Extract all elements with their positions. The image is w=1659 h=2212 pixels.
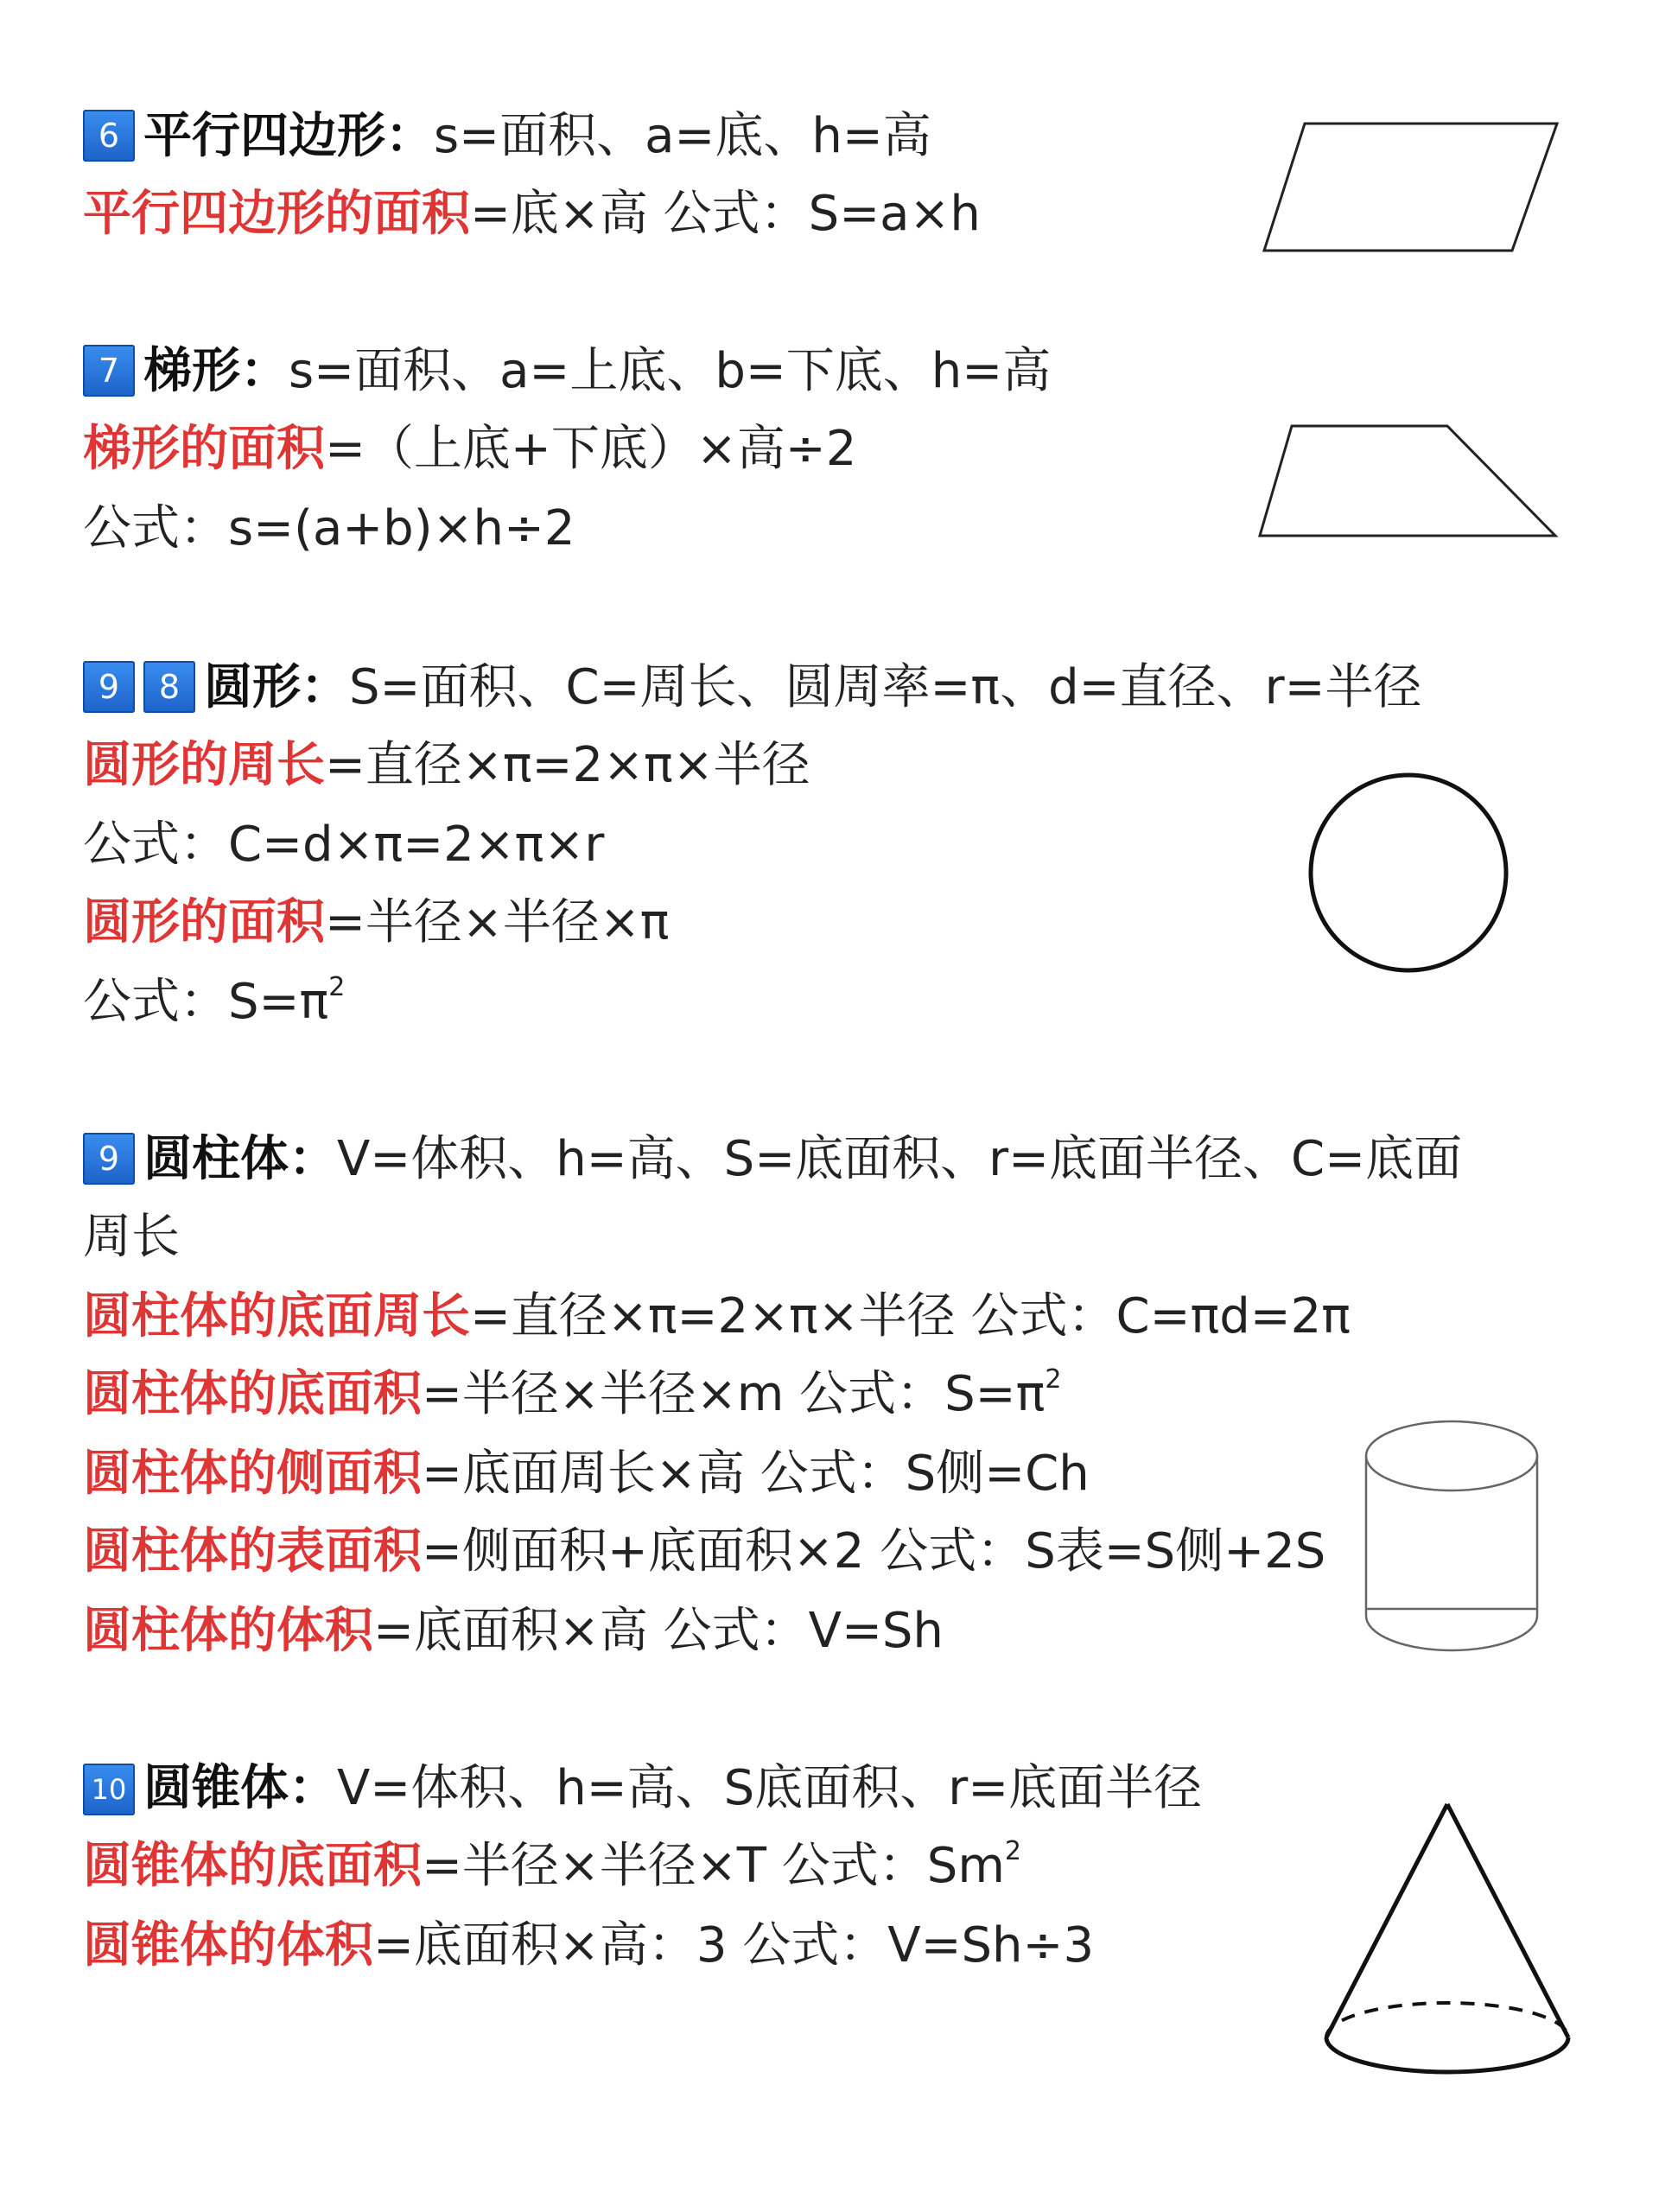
cone-definitions: V=体积、h=高、S底面积、r=底面半径 bbox=[337, 1760, 1203, 1816]
circle-area-rest: =半径×半径×π bbox=[325, 894, 670, 950]
cylinder-volume-rest: =底面积×高 公式：V=Sh bbox=[373, 1603, 944, 1659]
cylinder-base-perimeter-label: 圆柱体的底面周长 bbox=[83, 1288, 470, 1344]
cone-volume-line bbox=[83, 1915, 1094, 1977]
trapezoid-shape-icon bbox=[1257, 423, 1568, 540]
circle-heading bbox=[83, 657, 1422, 719]
cone-volume-label: 圆锥体的体积 bbox=[83, 1917, 373, 1974]
cone-heading bbox=[83, 1758, 1202, 1820]
cone-base-area-label: 圆锥体的底面积 bbox=[83, 1838, 422, 1894]
circle-area-exponent: 2 bbox=[328, 972, 346, 1002]
cylinder-volume-line bbox=[83, 1600, 944, 1662]
cylinder-lateral-rest: =底面周长×高 公式：S侧=Ch bbox=[422, 1446, 1090, 1502]
cylinder-definitions: V=体积、h=高、S=底面积、r=底面半径、C=底面 bbox=[337, 1131, 1463, 1187]
cone-base-area-exponent: 2 bbox=[1004, 1836, 1021, 1866]
section-badge-9: 9 bbox=[83, 661, 135, 713]
section-badge-9-cylinder: 9 bbox=[83, 1133, 135, 1185]
circle-perimeter-label: 圆形的周长 bbox=[83, 737, 325, 793]
circle-area-label: 圆形的面积 bbox=[83, 894, 325, 950]
cylinder-surface-label: 圆柱体的表面积 bbox=[83, 1523, 422, 1580]
trapezoid-definitions: s=面积、a=上底、b=下底、h=高 bbox=[289, 343, 1052, 399]
cylinder-surface-rest: =侧面积+底面积×2 公式：S表=S侧+2S bbox=[422, 1523, 1326, 1580]
parallelogram-title: 平行四边形： bbox=[143, 108, 434, 164]
cylinder-definitions-wrap: 周长 bbox=[83, 1209, 180, 1265]
circle-area-formula: 公式：S=π bbox=[83, 974, 329, 1030]
circle-perimeter-line bbox=[83, 734, 810, 797]
cylinder-base-area-label: 圆柱体的底面积 bbox=[83, 1366, 422, 1422]
circle-area-formula-line bbox=[83, 971, 345, 1033]
parallelogram-area-formula: =底×高 公式：S=a×h bbox=[470, 186, 981, 242]
cylinder-title: 圆柱体： bbox=[143, 1131, 337, 1187]
cylinder-surface-line bbox=[83, 1521, 1325, 1583]
cylinder-shape-icon bbox=[1361, 1417, 1542, 1659]
circle-area-line bbox=[83, 892, 669, 954]
trapezoid-area-formula: =（上底+下底）×高÷2 bbox=[325, 421, 857, 477]
cylinder-lateral-label: 圆柱体的侧面积 bbox=[83, 1446, 422, 1502]
cylinder-base-area-rest: =半径×半径×m 公式：S=π bbox=[422, 1366, 1046, 1422]
cone-shape-icon bbox=[1322, 1797, 1573, 2082]
trapezoid-area-label: 梯形的面积 bbox=[83, 421, 325, 477]
circle-perimeter-rest: =直径×π=2×π×半径 bbox=[325, 737, 810, 793]
trapezoid-title: 梯形： bbox=[143, 343, 289, 399]
cylinder-volume-label: 圆柱体的体积 bbox=[83, 1603, 373, 1659]
cone-title: 圆锥体： bbox=[143, 1760, 337, 1816]
trapezoid-area-line bbox=[83, 418, 856, 480]
circle-definitions: S=面积、C=周长、圆周率=π、d=直径、r=半径 bbox=[349, 659, 1422, 715]
cone-volume-rest: =底面积×高：3 公式：V=Sh÷3 bbox=[373, 1917, 1095, 1974]
section-badge-7: 7 bbox=[83, 345, 135, 397]
circle-perimeter-formula: 公式：C=d×π=2×π×r bbox=[83, 817, 605, 873]
section-badge-10: 10 bbox=[83, 1764, 135, 1815]
cylinder-base-area-line bbox=[83, 1363, 1061, 1426]
trapezoid-heading bbox=[83, 340, 1051, 403]
parallelogram-definitions: s=面积、a=底、h=高 bbox=[434, 108, 931, 164]
cylinder-lateral-line bbox=[83, 1443, 1090, 1505]
cylinder-base-perimeter-rest: =直径×π=2×π×半径 公式：C=πd=2π bbox=[470, 1288, 1351, 1344]
trapezoid-formula: 公式：s=(a+b)×h÷2 bbox=[83, 500, 575, 556]
cylinder-base-perimeter-line bbox=[83, 1286, 1351, 1348]
circle-shape-icon bbox=[1305, 769, 1512, 976]
parallelogram-heading bbox=[83, 105, 931, 168]
section-badge-8: 8 bbox=[143, 661, 195, 713]
cone-base-area-rest: =半径×半径×T 公式：Sm bbox=[422, 1838, 1005, 1894]
circle-title: 圆形： bbox=[204, 659, 349, 715]
cylinder-base-area-exponent: 2 bbox=[1045, 1364, 1062, 1395]
parallelogram-area-label: 平行四边形的面积 bbox=[83, 186, 470, 242]
cylinder-heading bbox=[83, 1128, 1462, 1191]
cone-base-area-line bbox=[83, 1835, 1021, 1897]
section-badge-6: 6 bbox=[83, 110, 135, 162]
parallelogram-shape-icon bbox=[1257, 121, 1568, 255]
parallelogram-area-line bbox=[83, 183, 981, 245]
